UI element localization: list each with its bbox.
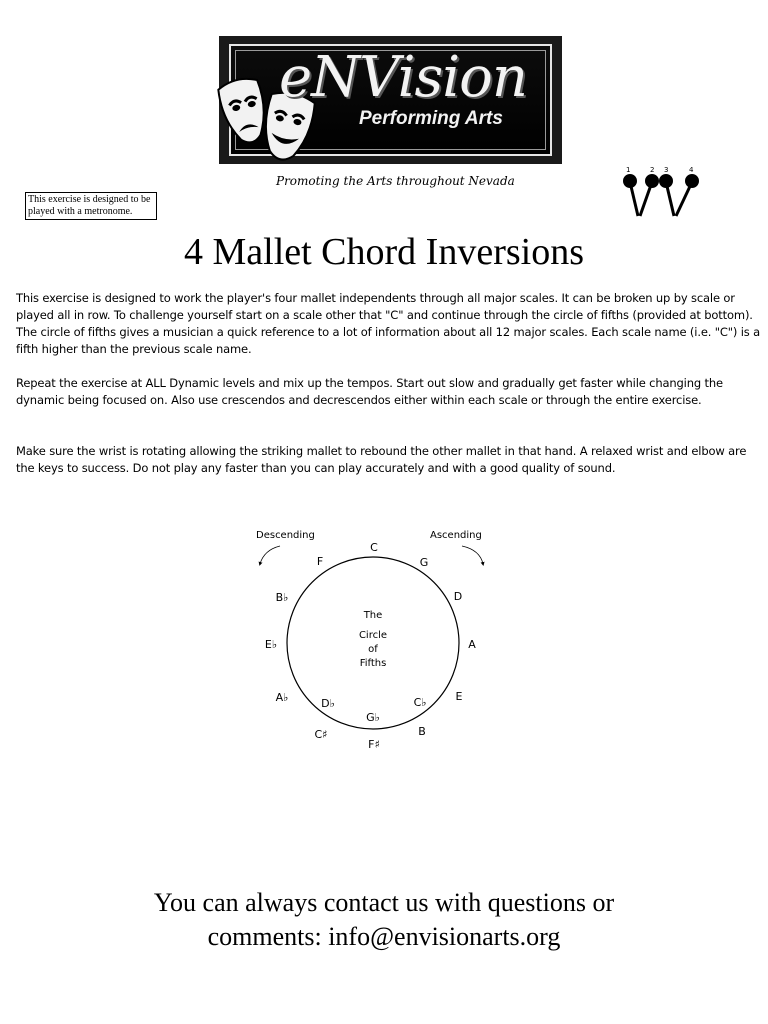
descending-label: Descending <box>256 530 315 541</box>
dynamics-paragraph: Repeat the exercise at ALL Dynamic levels and mix up the tempos. Start out slow and gradually get faster while changing the dynamic being focused on. Also use crescendos and decrescendos either within each scale or through the entire exercise. <box>16 376 723 407</box>
logo-subtitle: Performing Arts <box>359 108 503 129</box>
note-c-flat: C♭ <box>413 696 427 709</box>
note-f: F <box>316 555 324 568</box>
ascending-arrow <box>462 546 483 564</box>
note-e: E <box>455 690 463 703</box>
mallet-number-4: 4 <box>689 166 694 174</box>
center-label-the: The <box>363 610 383 621</box>
contact-line-1: You can always contact us with questions or <box>153 888 615 917</box>
mallet-number-1: 1 <box>626 166 631 174</box>
note-c: C <box>370 541 378 554</box>
center-label-of: of <box>368 644 378 655</box>
mallet-number-2: 2 <box>650 166 655 174</box>
ascending-label: Ascending <box>430 530 482 541</box>
circle-of-fifths-diagram <box>240 520 500 760</box>
note-c-sharp: C♯ <box>314 728 328 741</box>
note-a: A <box>468 638 476 651</box>
mallet-number-3: 3 <box>664 166 669 174</box>
note-e-flat: E♭ <box>264 638 278 651</box>
note-a-flat: A♭ <box>275 691 289 704</box>
note-d-flat: D♭ <box>321 697 335 710</box>
center-label-fifths: Fifths <box>359 658 387 669</box>
note-d: D <box>453 590 463 603</box>
intro-paragraph: This exercise is designed to work the player's four mallet independents through all major scales. It can be broken up by scale or played all in row. To challenge yourself start on a scale other that "C" and continue through the circle of fifths (provided at bottom). The circle of fifths gives a musician a quick reference to a lot of information about all 12 major scales. Each scale name (i.e. "C") is a fifth higher than the previous scale name. <box>16 291 761 356</box>
note-g-flat: G♭ <box>366 711 380 724</box>
note-f-sharp: F♯ <box>368 738 380 751</box>
tagline: Promoting the Arts throughout Nevada <box>276 174 515 188</box>
logo-brand-text: eNVision <box>279 45 527 110</box>
page-title: 4 Mallet Chord Inversions <box>183 231 584 273</box>
center-label-circle: Circle <box>358 630 388 641</box>
circle-outline <box>287 557 459 729</box>
descending-arrow <box>260 546 280 564</box>
note-b: B <box>418 725 426 738</box>
contact-info <box>0 886 768 954</box>
envision-logo <box>219 36 562 164</box>
technique-paragraph: Make sure the wrist is rotating allowing the striking mallet to rebound the other mallet in that hand. A relaxed wrist and elbow are the keys to success. Do not play any faster than you can play accurately and with a good quality of sound. <box>16 444 747 475</box>
four-mallets-icon <box>618 164 704 222</box>
metronome-note: This exercise is designed to be played with a metronome. <box>25 192 157 220</box>
note-g: G <box>419 556 429 569</box>
note-b-flat: B♭ <box>275 591 289 604</box>
contact-line-2: comments: info@envisionarts.org <box>207 922 561 951</box>
